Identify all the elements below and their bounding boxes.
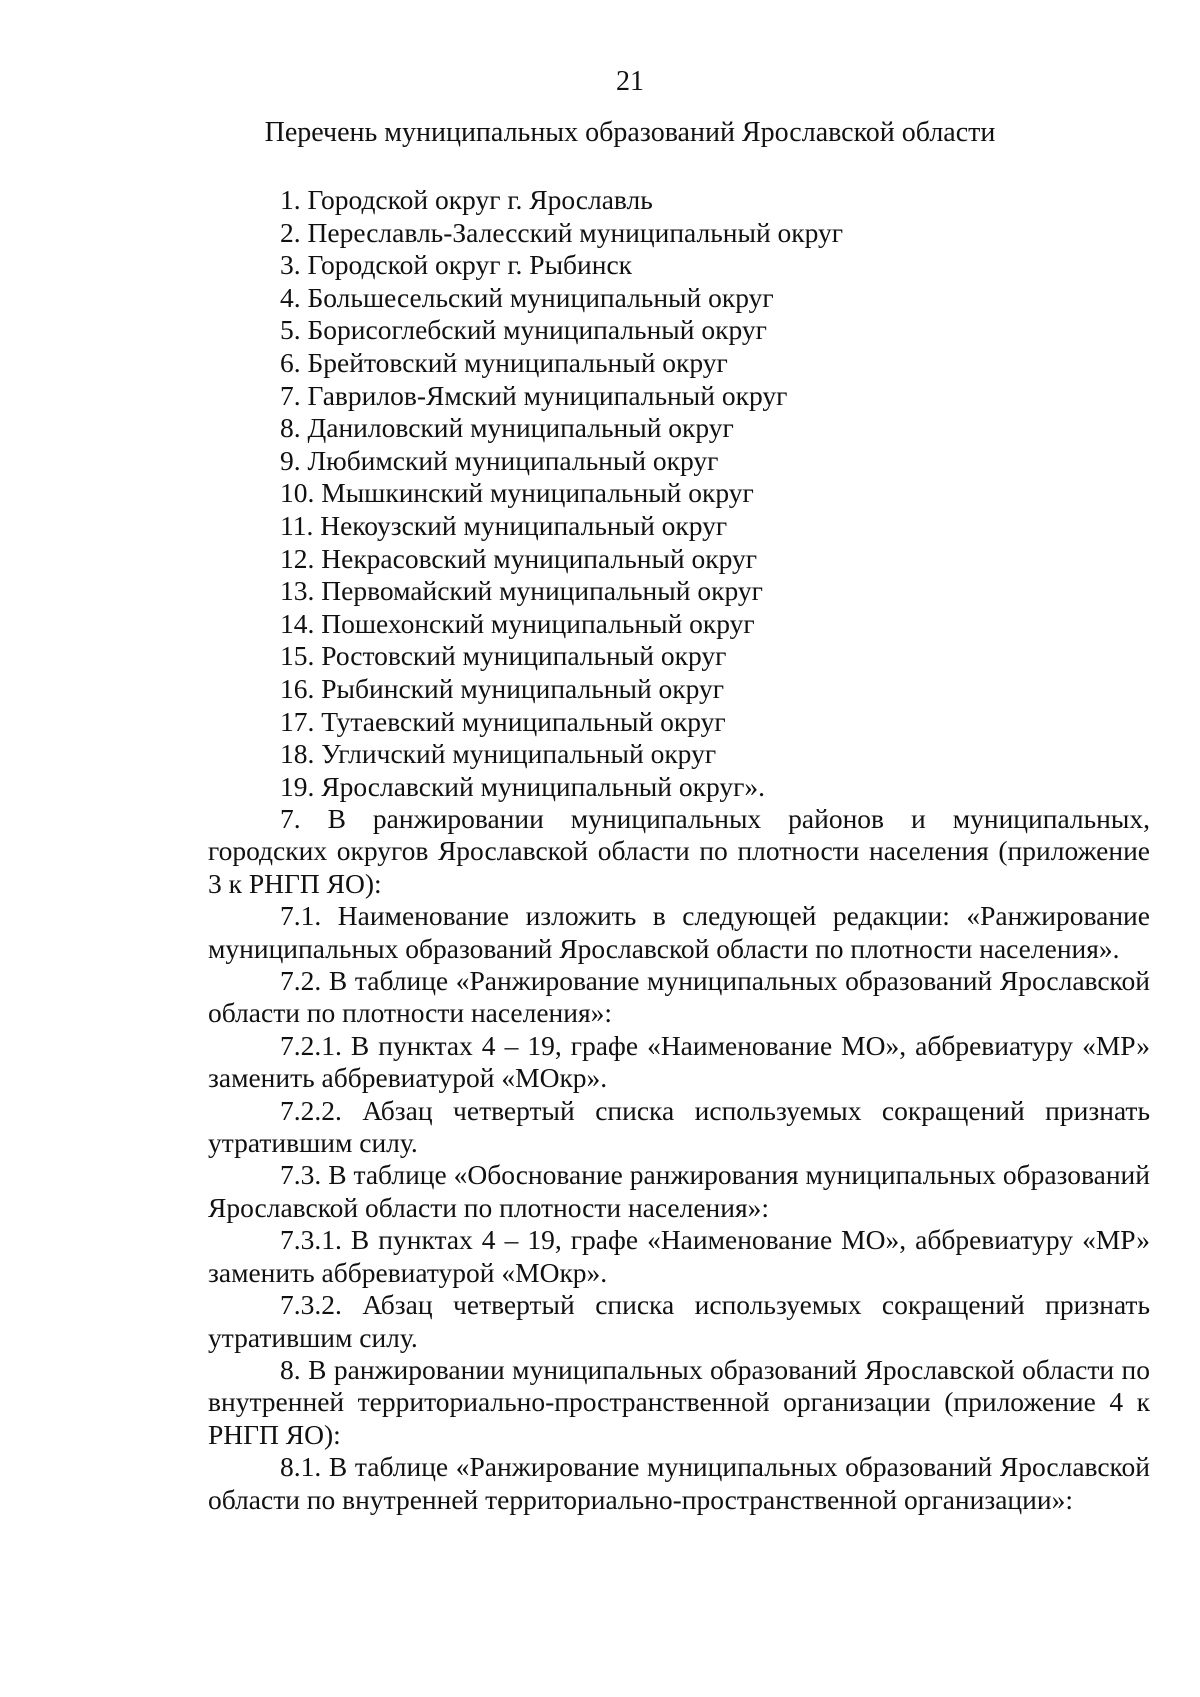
paragraph: 7.2.1. В пунктах 4 – 19, графе «Наименование МО», аббревиатуру «МР» заменить аббревиатурой «МОкр». (208, 1029, 1150, 1094)
list-item: 13. Первомайский муниципальный округ (280, 575, 763, 607)
paragraph: 7.3.2. Абзац четвертый списка используемых сокращений признать утратившим силу. (208, 1289, 1150, 1353)
list-item: 6. Брейтовский муниципальный округ (280, 346, 728, 378)
list-item: 16. Рыбинский муниципальный округ (280, 672, 725, 704)
municipality-list (280, 184, 843, 803)
list-item: 15. Ростовский муниципальный округ (280, 640, 727, 672)
page-number: 21 (616, 66, 644, 97)
list-item: 4. Большесельский муниципальный округ (280, 281, 774, 313)
paragraph: 7.2. В таблице «Ранжирование муниципальных образований Ярославской области по плотности населения»: (208, 965, 1150, 1029)
list-item: 17. Тутаевский муниципальный округ (280, 705, 726, 737)
page-title: Перечень муниципальных образований Ярославской области (264, 117, 996, 148)
list-item: 7. Гаврилов-Ямский муниципальный округ (280, 379, 788, 411)
paragraph: 7. В ранжировании муниципальных районов и муниципальных, городских округов Ярославской области по плотности населения (приложение 3 к РНГП ЯО): (208, 803, 1150, 899)
paragraph: 7.2.2. Абзац четвертый списка используемых сокращений признать утратившим силу. (208, 1094, 1150, 1159)
list-item: 10. Мышкинский муниципальный округ (280, 477, 754, 509)
list-item: 14. Пошехонский муниципальный округ (280, 607, 755, 639)
list-item: 2. Переславль-Залесский муниципальный округ (280, 216, 844, 248)
list-item: 12. Некрасовский муниципальный округ (280, 542, 758, 574)
paragraph: 8.1. В таблице «Ранжирование муниципальных образований Ярославской области по внутренней территориально-пространственной организации»: (208, 1451, 1150, 1515)
list-item: 9. Любимский муниципальный округ (280, 444, 719, 476)
paragraph: 7.3. В таблице «Обоснование ранжирования муниципальных образований Ярославской области по плотности населения»: (208, 1159, 1150, 1223)
list-item: 3. Городской округ г. Рыбинск (280, 249, 633, 281)
paragraph: 7.3.1. В пунктах 4 – 19, графе «Наименование МО», аббревиатуру «МР» заменить аббревиатурой «МОкр». (208, 1224, 1150, 1288)
body-text (208, 803, 1150, 1516)
paragraph: 8. В ранжировании муниципальных образований Ярославской области по внутренней территориально-пространственной организации (приложение 4 к РНГП ЯО): (208, 1353, 1150, 1450)
list-item: 18. Угличский муниципальный округ (280, 738, 717, 770)
list-item: 11. Некоузский муниципальный округ (280, 509, 728, 541)
paragraph: 7.1. Наименование изложить в следующей редакции: «Ранжирование муниципальных образований Ярославской области по плотности населения». (208, 900, 1150, 964)
list-item: 19. Ярославский муниципальный округ». (280, 770, 765, 802)
list-item: 5. Борисоглебский муниципальный округ (280, 314, 767, 346)
list-item: 8. Даниловский муниципальный округ (280, 412, 734, 444)
list-item: 1. Городской округ г. Ярославль (280, 184, 653, 215)
